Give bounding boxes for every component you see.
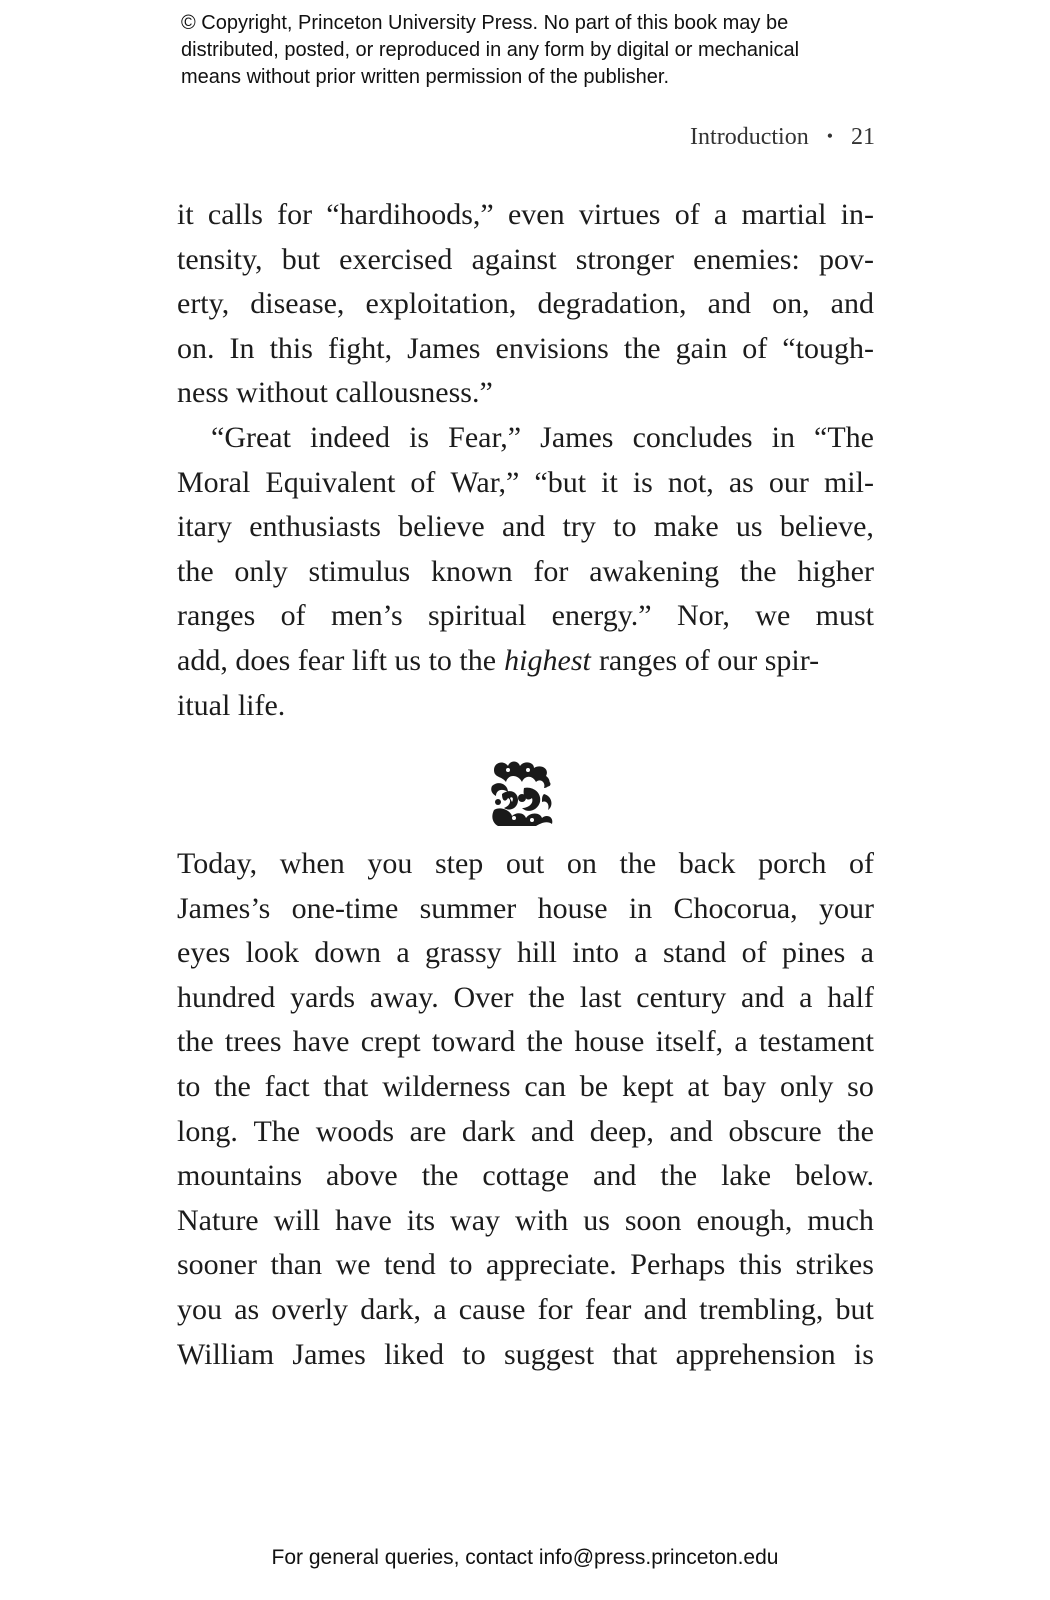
word: mil- <box>823 465 874 499</box>
word: fight, <box>327 331 393 365</box>
word: the <box>177 1025 214 1059</box>
word: house <box>537 891 608 925</box>
word: for <box>537 1292 573 1326</box>
word: strikes <box>795 1248 874 1282</box>
word: half <box>827 980 874 1014</box>
word: gain <box>675 331 728 365</box>
word: summer <box>419 891 517 925</box>
word: this <box>269 331 313 365</box>
word: step <box>434 847 484 880</box>
word: indeed <box>310 420 390 454</box>
word: the <box>526 1025 564 1059</box>
word: awakening <box>589 554 720 588</box>
word: kept <box>621 1069 674 1103</box>
word: the <box>619 847 657 880</box>
word: Over <box>453 980 514 1014</box>
word: appreciate. <box>486 1248 617 1282</box>
text-line <box>177 1065 874 1110</box>
word: it <box>601 465 618 499</box>
text-line-content: ranges of our spir- <box>598 643 820 677</box>
word: for <box>533 554 569 588</box>
word: and <box>830 287 874 321</box>
word: wilderness <box>382 1069 511 1103</box>
word: us <box>583 1203 610 1237</box>
word: cause <box>458 1292 526 1326</box>
word: century <box>636 980 727 1014</box>
word: War,” <box>450 465 520 499</box>
word: deep, <box>589 1114 654 1148</box>
word: this <box>738 1248 783 1282</box>
paragraph-block-2 <box>177 842 874 1377</box>
word: have <box>292 1025 350 1059</box>
word: “Great <box>211 420 291 454</box>
word: that <box>612 1337 658 1371</box>
word: woods <box>315 1114 395 1148</box>
word: out <box>505 847 545 880</box>
word: is <box>853 1337 874 1371</box>
word: a <box>799 980 813 1014</box>
word: but <box>281 242 321 276</box>
word: only <box>234 554 288 588</box>
word: one-time <box>291 891 399 925</box>
word: and <box>643 1292 687 1326</box>
word: your <box>818 891 874 925</box>
word: “hardihoods,” <box>326 198 494 231</box>
word: long. <box>177 1114 238 1148</box>
word: below. <box>795 1159 874 1193</box>
word: a <box>713 198 728 231</box>
word: the <box>739 554 777 588</box>
word: much <box>807 1203 874 1237</box>
text-line <box>177 505 874 550</box>
word: into <box>572 936 619 970</box>
text-line <box>177 461 874 506</box>
word: down <box>314 936 381 970</box>
word: on <box>566 847 597 880</box>
word: exploitation, <box>365 287 517 321</box>
word: higher <box>797 554 874 588</box>
word: we <box>335 1248 371 1282</box>
word: ranges <box>177 599 256 633</box>
word: sooner <box>177 1248 257 1282</box>
text-line <box>177 327 874 372</box>
word: the <box>421 1159 459 1193</box>
word: you <box>177 1292 222 1326</box>
word: have <box>335 1203 392 1237</box>
word: you <box>367 847 413 880</box>
word: pines <box>781 936 846 970</box>
text-line <box>177 976 874 1021</box>
word: “tough- <box>782 331 874 365</box>
word: pov- <box>818 242 874 276</box>
word: but <box>835 1292 874 1326</box>
word: of <box>674 198 700 231</box>
word: overly <box>271 1292 349 1326</box>
word: to <box>177 1069 201 1103</box>
text-line <box>177 594 874 639</box>
word: hundred <box>177 980 276 1014</box>
word: for <box>277 198 313 231</box>
word: a <box>634 936 648 970</box>
word: to <box>449 1248 473 1282</box>
word: must <box>815 599 874 633</box>
word: liked <box>384 1337 445 1371</box>
word: trembling, <box>699 1292 824 1326</box>
word: martial <box>741 198 827 231</box>
word: toward <box>431 1025 516 1059</box>
word: In <box>229 331 255 365</box>
word: James <box>292 1337 366 1371</box>
word: try <box>562 510 596 544</box>
word: Nature <box>177 1203 259 1237</box>
word: not, <box>667 465 714 499</box>
word: house <box>574 1025 645 1059</box>
text-line <box>177 282 874 327</box>
text-line-content: add, does fear lift us to the <box>177 643 497 677</box>
word: stand <box>662 936 727 970</box>
word: spiritual <box>428 599 527 633</box>
word: tensity, <box>177 242 263 276</box>
word: yards <box>290 980 356 1014</box>
word: obscure <box>728 1114 822 1148</box>
word: in <box>771 420 795 454</box>
word: enemies: <box>693 242 800 276</box>
word: The <box>253 1114 301 1148</box>
emphasis-word: highest <box>504 643 591 677</box>
text-line-content: ness without callousness.” <box>177 376 493 410</box>
word: erty, <box>177 287 230 321</box>
word: itary <box>177 510 232 544</box>
word: be <box>579 1069 609 1103</box>
text-line <box>177 684 874 729</box>
word: its <box>406 1203 436 1237</box>
separator-bullet: • <box>826 126 833 146</box>
word: envisions <box>495 331 609 365</box>
word: and <box>741 980 785 1014</box>
page-number: 21 <box>851 124 875 150</box>
word: fear <box>584 1292 632 1326</box>
word: it <box>177 198 194 231</box>
word: a <box>396 936 410 970</box>
word: “The <box>814 420 874 454</box>
word: make <box>653 510 719 544</box>
word: James’s <box>177 891 271 925</box>
word: us <box>735 510 763 544</box>
footer-contact: For general queries, contact info@press.princeton.edu <box>271 1546 779 1569</box>
word: Chocorua, <box>673 891 798 925</box>
word: of <box>742 331 768 365</box>
text-line <box>177 371 874 416</box>
text-line <box>177 1154 874 1199</box>
word: will <box>273 1203 321 1237</box>
text-line <box>177 238 874 283</box>
word: “but <box>534 465 587 499</box>
word: men’s <box>330 599 403 633</box>
word: dark, <box>360 1292 422 1326</box>
word: when <box>279 847 345 880</box>
word: on, <box>772 287 810 321</box>
word: of <box>280 599 306 633</box>
word: dark <box>461 1114 516 1148</box>
word: disease, <box>250 287 345 321</box>
word: in <box>628 891 653 925</box>
word: as <box>234 1292 260 1326</box>
word: a <box>734 1025 748 1059</box>
word: stronger <box>575 242 675 276</box>
word: last <box>579 980 622 1014</box>
text-line <box>177 1288 874 1333</box>
word: soon <box>624 1203 682 1237</box>
word: the <box>660 1159 698 1193</box>
word: Moral <box>177 465 251 499</box>
word: eyes <box>177 936 231 970</box>
word: the <box>528 980 565 1014</box>
word: stimulus <box>308 554 411 588</box>
word: known <box>431 554 513 588</box>
word: the <box>623 331 661 365</box>
word: itself, <box>655 1025 724 1059</box>
word: lake <box>721 1159 772 1193</box>
word: believe, <box>779 510 874 544</box>
word: Fear,” <box>448 420 522 454</box>
word: the <box>214 1069 251 1103</box>
word: Perhaps <box>630 1248 726 1282</box>
text-line <box>177 931 874 976</box>
word: look <box>245 936 299 970</box>
word: suggest <box>504 1337 595 1371</box>
word: Equivalent <box>265 465 396 499</box>
word: cottage <box>482 1159 570 1193</box>
word: enthusiasts <box>249 510 381 544</box>
word: exercised <box>339 242 453 276</box>
word: so <box>847 1069 874 1103</box>
word: trees <box>224 1025 282 1059</box>
word: on. <box>177 331 215 365</box>
word: James <box>540 420 614 454</box>
word: grassy <box>424 936 502 970</box>
word: and <box>707 287 751 321</box>
word: enough, <box>696 1203 793 1237</box>
text-line <box>177 887 874 932</box>
word: as <box>728 465 754 499</box>
word: away. <box>369 980 439 1014</box>
word: of <box>741 936 767 970</box>
word: back <box>678 847 736 880</box>
word: than <box>270 1248 323 1282</box>
word: and <box>501 510 546 544</box>
word: testament <box>758 1025 874 1059</box>
text-line <box>177 1243 874 1288</box>
word: degradation, <box>537 287 687 321</box>
word: energy.” <box>551 599 652 633</box>
word: to <box>613 510 637 544</box>
word: is <box>409 420 430 454</box>
floral-ornament-icon <box>488 758 556 828</box>
text-line-content: itual life. <box>177 688 286 722</box>
word: a <box>860 936 874 970</box>
word: we <box>755 599 791 633</box>
word: concludes <box>632 420 753 454</box>
running-head <box>600 124 875 151</box>
word: mountains <box>177 1159 302 1193</box>
word: above <box>326 1159 398 1193</box>
text-line <box>177 1110 874 1155</box>
text-line <box>177 1199 874 1244</box>
word: Today, <box>177 847 258 880</box>
text-line <box>177 193 874 238</box>
text-line <box>177 416 874 461</box>
section-title: Introduction <box>690 124 809 150</box>
copyright-notice <box>181 10 901 91</box>
word: can <box>524 1069 566 1103</box>
word: a <box>433 1292 447 1326</box>
word: James <box>407 331 481 365</box>
word: crept <box>360 1025 421 1059</box>
word: at <box>687 1069 710 1103</box>
copyright-line: © Copyright, Princeton University Press. No part of this book may be <box>181 12 789 34</box>
word: tend <box>384 1248 436 1282</box>
word: of <box>410 465 436 499</box>
word: and <box>593 1159 637 1193</box>
paragraph-block-1 <box>177 193 874 728</box>
text-line <box>177 842 874 887</box>
word: hill <box>516 936 557 970</box>
word: bay <box>722 1069 767 1103</box>
word: to <box>462 1337 486 1371</box>
word: apprehension <box>675 1337 836 1371</box>
word: way <box>450 1203 501 1237</box>
text-line <box>177 550 874 595</box>
word: that <box>323 1069 369 1103</box>
word: and <box>530 1114 575 1148</box>
word: the <box>837 1114 874 1148</box>
word: even <box>507 198 565 231</box>
word: of <box>849 847 874 880</box>
word: with <box>514 1203 569 1237</box>
word: in- <box>840 198 874 231</box>
copyright-line: means without prior written permission of the publisher. <box>181 66 670 88</box>
word: the <box>177 554 214 588</box>
word: against <box>471 242 557 276</box>
word: porch <box>758 847 827 880</box>
word: is <box>632 465 653 499</box>
word: our <box>768 465 809 499</box>
word: and <box>669 1114 713 1148</box>
word: only <box>780 1069 834 1103</box>
copyright-line: distributed, posted, or reproduced in any form by digital or mechanical <box>181 39 800 61</box>
word: calls <box>207 198 263 231</box>
text-line <box>177 1333 874 1378</box>
word: virtues <box>578 198 661 231</box>
word: Nor, <box>676 599 730 633</box>
word: fact <box>264 1069 310 1103</box>
word: are <box>409 1114 447 1148</box>
text-line <box>177 1020 874 1065</box>
text-line <box>177 639 874 684</box>
word: believe <box>398 510 485 544</box>
word: William <box>177 1337 275 1371</box>
